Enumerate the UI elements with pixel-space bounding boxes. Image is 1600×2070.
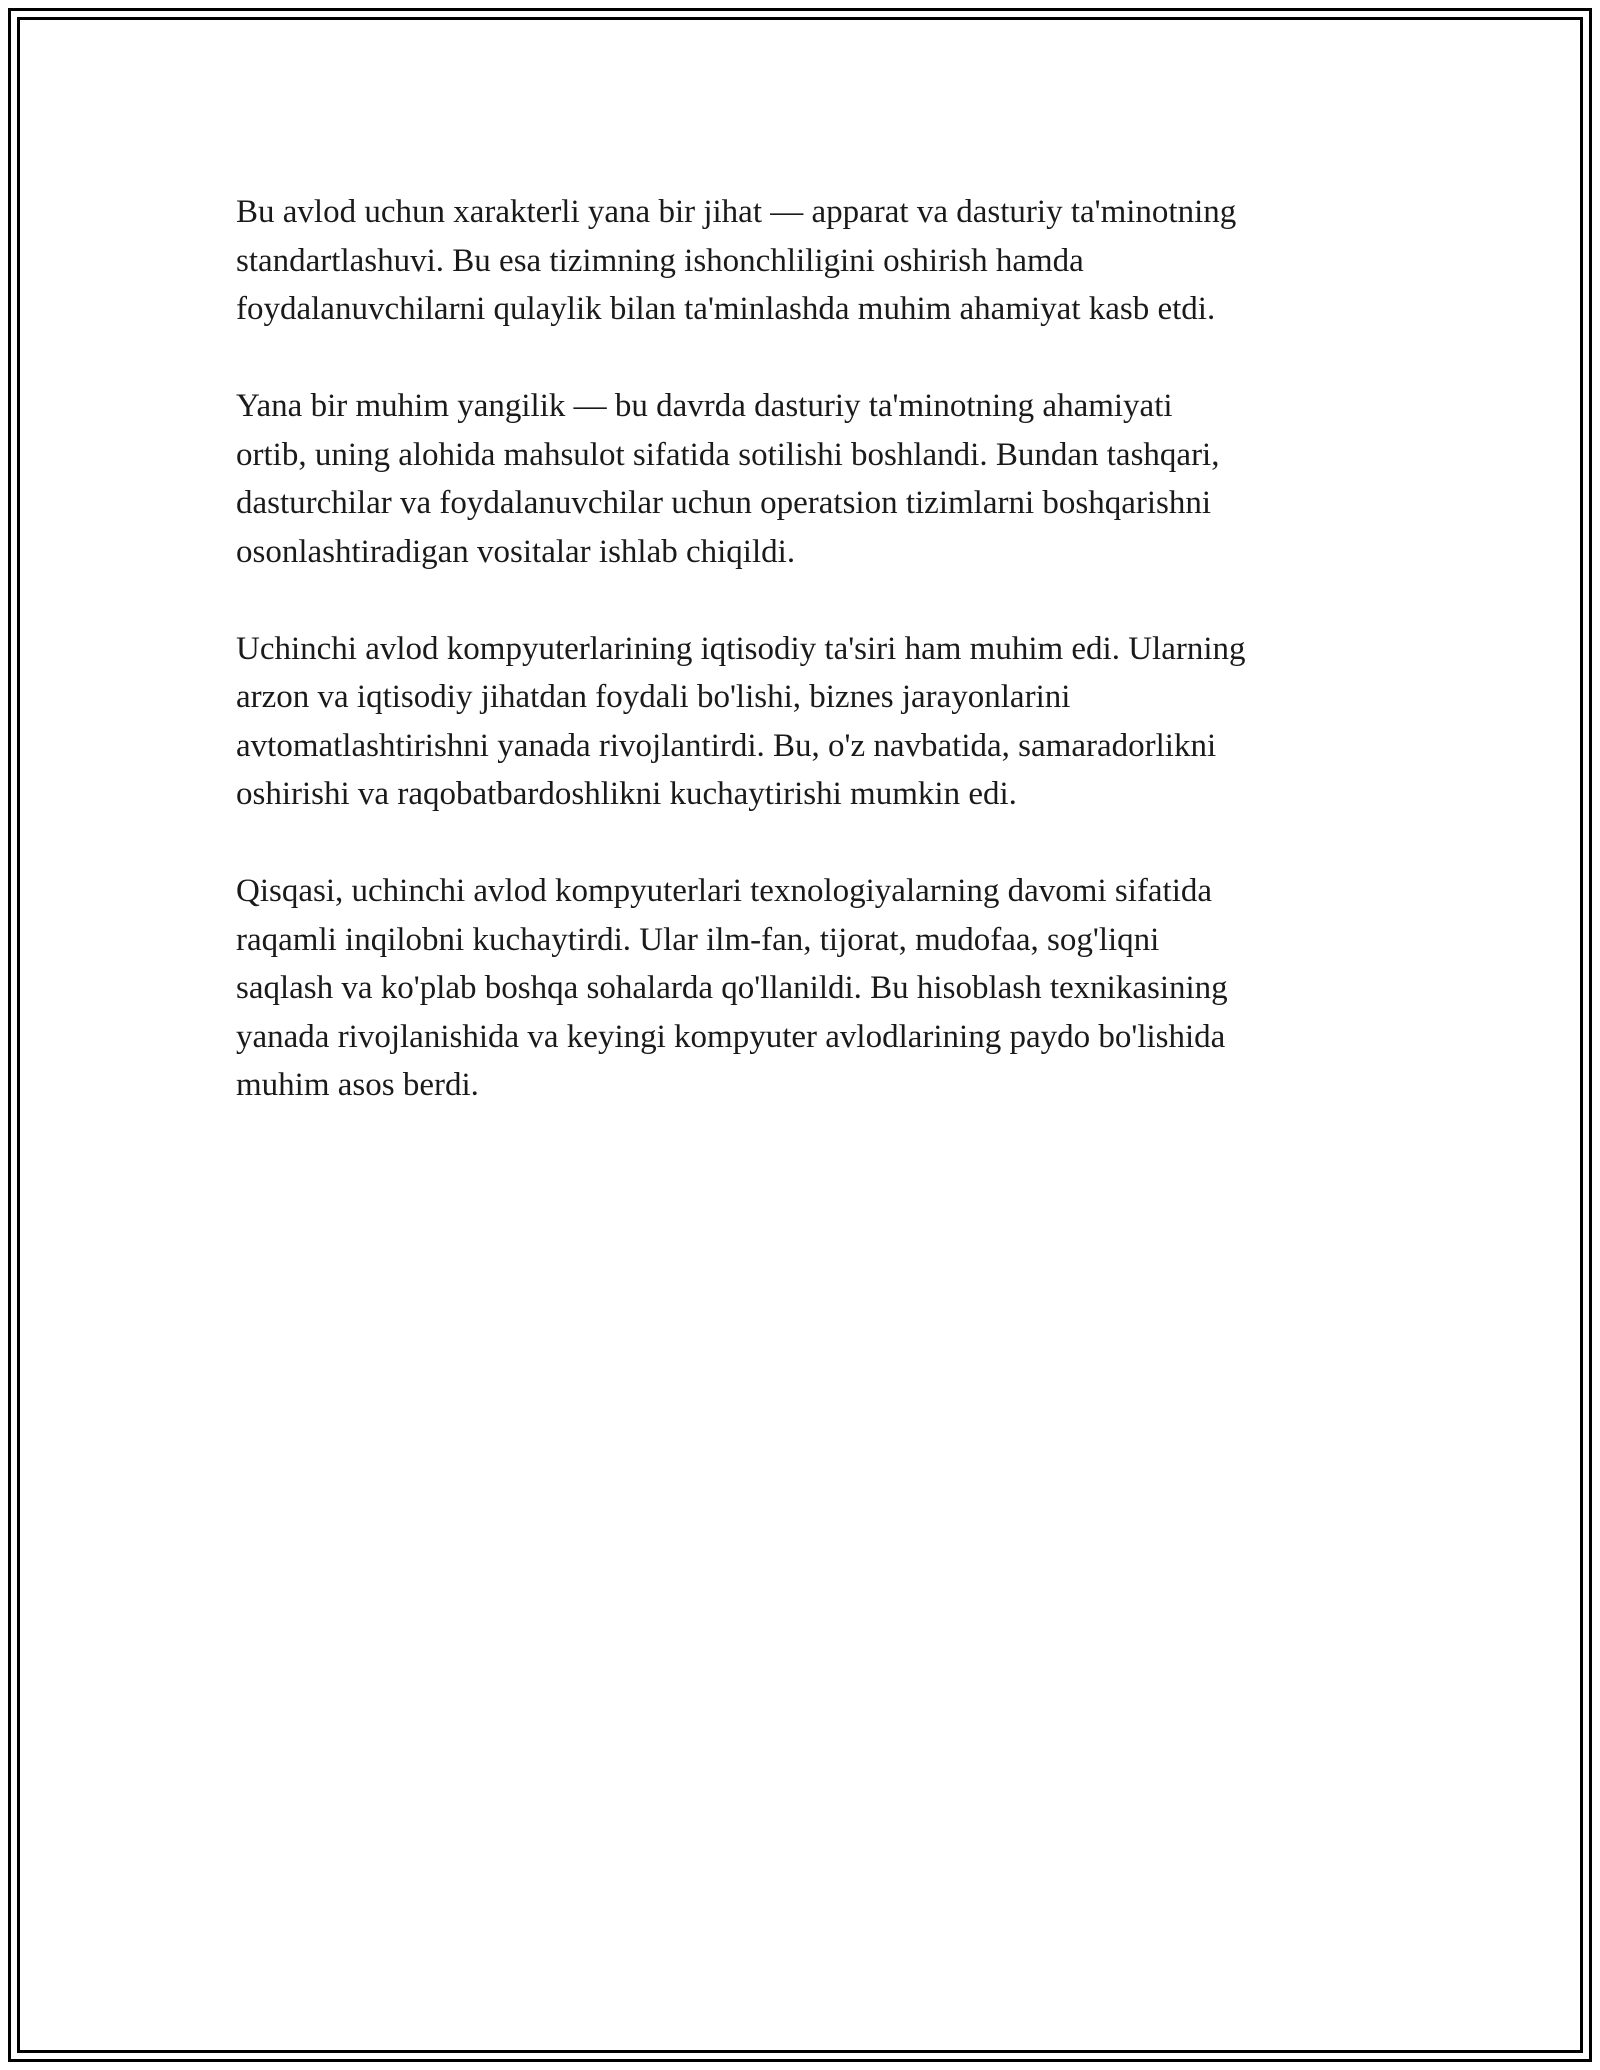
text-line: osonlashtiradigan vositalar ishlab chiqildi. xyxy=(236,533,796,570)
paragraph-1 xyxy=(236,188,1376,334)
text-line: foydalanuvchilarni qulaylik bilan ta'minlashda muhim ahamiyat kasb etdi. xyxy=(236,291,1216,327)
text-line: dasturchilar va foydalanuvchilar uchun operatsion tizimlarni boshqarishni xyxy=(236,485,1212,521)
text-line: avtomatlashtirishni yanada rivojlantirdi. Bu, o'z navbatida, samaradorlikni xyxy=(236,727,1217,764)
document-body xyxy=(236,188,1376,1158)
text-line: oshirishi va raqobatbardoshlikni kuchaytirishi mumkin edi. xyxy=(236,776,1017,812)
text-line: raqamli inqilobni kuchaytirdi. Ular ilm-fan, tijorat, mudofaa, sog'liqni xyxy=(236,921,1160,958)
text-line: standartlashuvi. Bu esa tizimning ishonchliligini oshirish hamda xyxy=(236,242,1084,279)
text-line: ortib, uning alohida mahsulot sifatida sotilishi boshlandi. Bundan tashqari, xyxy=(236,436,1220,473)
text-line: muhim asos berdi. xyxy=(236,1067,479,1103)
paragraph-3 xyxy=(236,625,1376,819)
text-line: Qisqasi, uchinchi avlod kompyuterlari texnologiyalarning davomi sifatida xyxy=(236,873,1213,909)
text-line: saqlash va ko'plab boshqa sohalarda qo'llanildi. Bu hisoblash texnikasining xyxy=(236,970,1228,1006)
text-line: yanada rivojlanishida va keyingi kompyuter avlodlarining paydo bo'lishida xyxy=(236,1018,1226,1055)
text-line: Uchinchi avlod kompyuterlarining iqtisodiy ta'siri ham muhim edi. Ularning xyxy=(236,630,1246,667)
text-line: Yana bir muhim yangilik — bu davrda dasturiy ta'minotning ahamiyati xyxy=(236,388,1173,424)
text-line: Bu avlod uchun xarakterli yana bir jihat — apparat va dasturiy ta'minotning xyxy=(236,194,1237,230)
paragraph-2 xyxy=(236,382,1376,576)
text-line: arzon va iqtisodiy jihatdan foydali bo'lishi, biznes jarayonlarini xyxy=(236,679,1071,715)
paragraph-4 xyxy=(236,867,1376,1110)
